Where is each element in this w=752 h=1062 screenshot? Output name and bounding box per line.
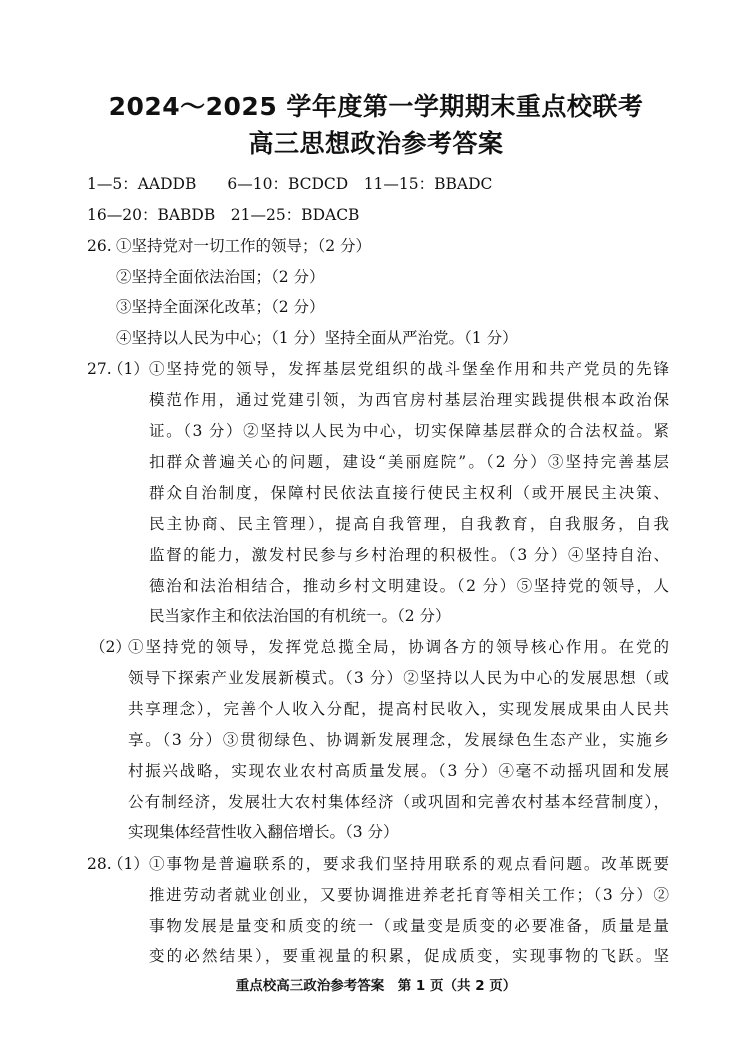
q27-part1-line-5: 群众自治制度，保障村民依法直接行使民主权利（或开展民主决策、 xyxy=(149,484,669,502)
q27-part2-line-2: 领导下探索产业发展新模式。（3 分）②坚持以人民为中心的发展思想（或 xyxy=(128,669,669,687)
q27-part1-line-4: 扣群众普遍关心的问题，建设“美丽庭院”。（2 分）③坚持完善基层 xyxy=(149,453,669,471)
q27-part1-line-2: 模范作用，通过党建引领，为西官房村基层治理实践提供根本政治保 xyxy=(149,391,669,409)
q28-label: 28. xyxy=(87,855,112,873)
q27-part2-line-7: 实现集体经营性收入翻倍增长。（3 分） xyxy=(128,823,399,841)
q28-part1-line-2: 推进劳动者就业创业，又要协调推进养老托育等相关工作；（3 分）② xyxy=(149,886,669,904)
q27-part2-line-6: 公有制经济，发展壮大农村集体经济（或巩固和完善农村基本经营制度）， xyxy=(128,793,669,811)
q27-part2-line-1: ①坚持党的领导，发挥党总揽全局，协调各方的领导核心作用。在党的 xyxy=(128,638,669,656)
document-title-line2: 高三思想政治参考答案 xyxy=(248,129,504,158)
q27-part2-line-5: 村振兴战略，实现农业农村高质量发展。（3 分）④毫不动摇巩固和发展 xyxy=(128,762,669,780)
q27-part2-line-3: 共享理念），完善个人收入分配，提高村民收入，实现发展成果由人民共 xyxy=(128,700,669,718)
q27-part2-line-4: 享。（3 分）③贯彻绿色、协调新发展理念，发展绿色生态产业，实施乡 xyxy=(128,731,669,749)
q27-part1-label: （1） xyxy=(108,360,149,378)
q28-part1-label: （1） xyxy=(108,855,149,873)
q27-part1-line-1: ①坚持党的领导，发挥基层党组织的战斗堡垒作用和共产党员的先锋 xyxy=(149,360,669,378)
q26-item-3: ③坚持全面深化改革；（2 分） xyxy=(116,298,325,316)
q28-part1-line-4: 变的必然结果），要重视量的积累，促成质变，实现事物的飞跃。坚 xyxy=(149,947,669,965)
q26-item-4: ④坚持以人民为中心；（1 分）坚持全面从严治党。（1 分） xyxy=(116,329,518,347)
document-title-line1: 2024～2025 学年度第一学期期末重点校联考 xyxy=(108,92,644,121)
q27-part1-line-9: 民当家作主和依法治国的有机统一。（2 分） xyxy=(149,607,451,625)
mc-answers-row1: 1—5：AADDB 6—10：BCDCD 11—15：BBADC xyxy=(87,175,493,193)
q27-part1-line-3: 证。（3 分）②坚持以人民为中心，切实保障基层群众的合法权益。紧 xyxy=(149,422,669,440)
q26-item-2: ②坚持全面依法治国；（2 分） xyxy=(116,268,325,286)
q27-part2-label: （2） xyxy=(90,638,131,656)
q27-part1-line-8: 德治和法治相结合，推动乡村文明建设。（2 分）⑤坚持党的领导，人 xyxy=(149,577,669,595)
q27-label: 27. xyxy=(87,360,112,378)
q27-part1-line-6: 民主协商、民主管理），提高自我管理，自我教育，自我服务，自我 xyxy=(149,515,669,533)
q26-item-1: ①坚持党对一切工作的领导；（2 分） xyxy=(116,237,372,255)
page-footer: 重点校高三政治参考答案 第 1 页（共 2 页） xyxy=(235,978,517,994)
q27-part1-line-7: 监督的能力，激发村民参与乡村治理的积极性。（3 分）④坚持自治、 xyxy=(149,546,669,564)
q28-part1-line-1: ①事物是普遍联系的，要求我们坚持用联系的观点看问题。改革既要 xyxy=(149,855,669,873)
q26-label: 26. xyxy=(87,237,112,255)
q28-part1-line-3: 事物发展是量变和质变的统一（或量变是质变的必要准备，质量是量 xyxy=(149,917,669,935)
mc-answers-row2: 16—20：BABDB 21—25：BDACB xyxy=(87,206,360,224)
